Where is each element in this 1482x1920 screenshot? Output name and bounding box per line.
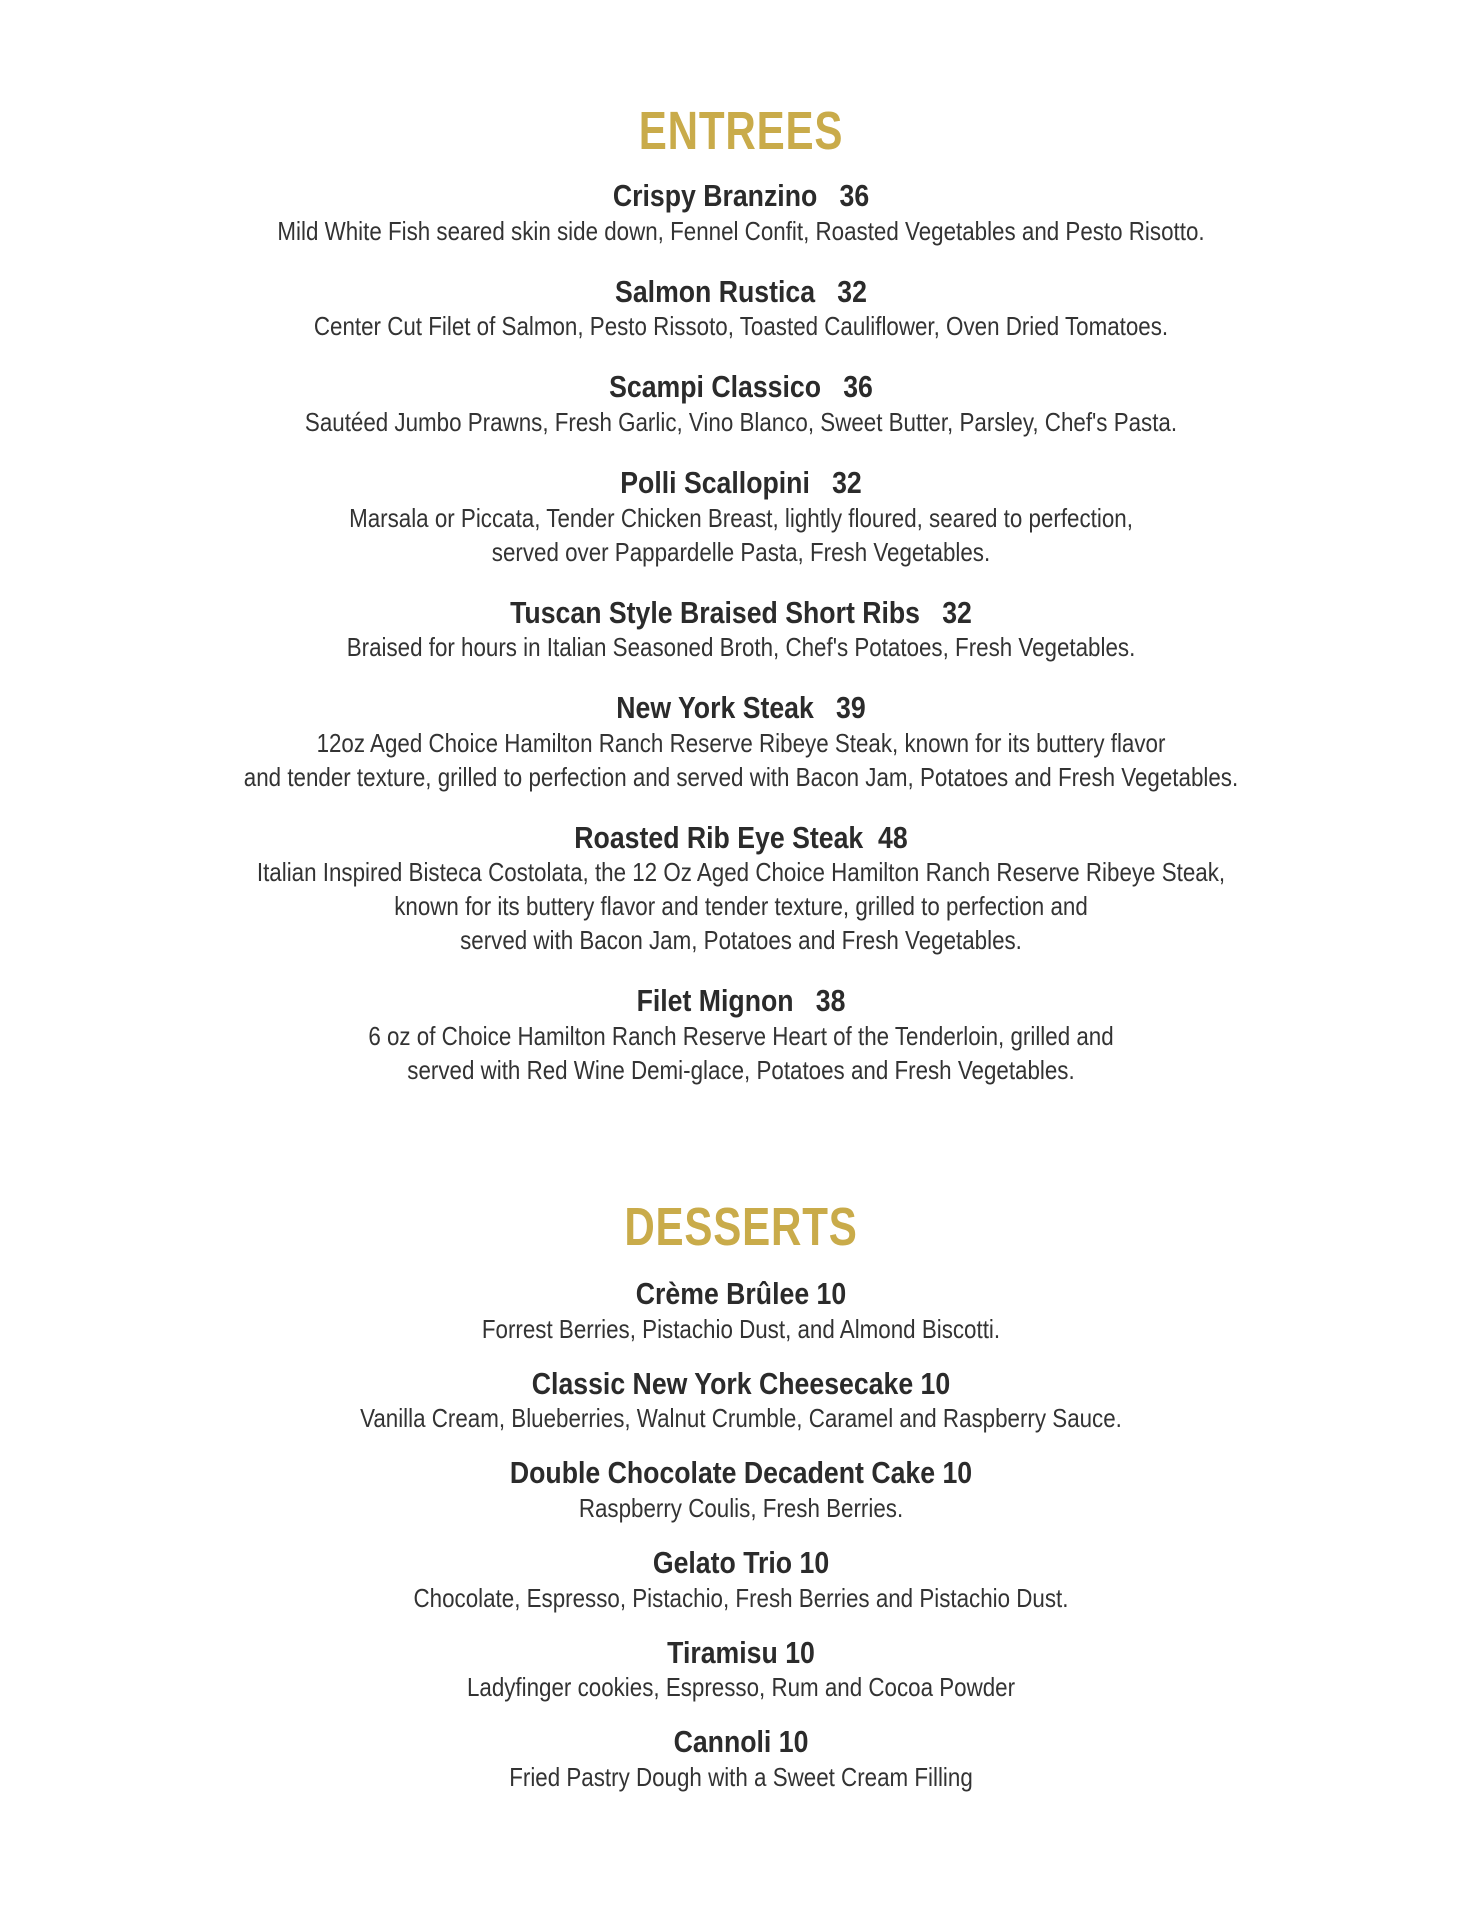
entree-item-description: [104, 1019, 1379, 1087]
entree-item-name: Crispy Branzino 36: [612, 178, 870, 213]
desserts-section-header: [0, 1197, 1482, 1257]
entree-item-description-line: served with Bacon Jam, Potatoes and Fresh Vegetables.: [460, 925, 1022, 956]
dessert-item-description-line: Vanilla Cream, Blueberries, Walnut Crumble, Caramel and Raspberry Sauce.: [360, 1403, 1122, 1434]
entree-item-description: [104, 726, 1379, 794]
entree-item-description-line: Marsala or Piccata, Tender Chicken Breast, lightly floured, seared to perfection,: [349, 502, 1133, 533]
entree-item-name: Salmon Rustica 32: [615, 273, 867, 309]
dessert-item-description-line: Chocolate, Espresso, Pistachio, Fresh Berries and Pistachio Dust.: [413, 1582, 1069, 1613]
dessert-item: [0, 1455, 1482, 1525]
entree-item-description-line: Mild White Fish seared skin side down, Fennel Confit, Roasted Vegetables and Pesto Risotto.: [277, 215, 1205, 246]
dessert-item: [0, 1724, 1482, 1794]
entree-item-description-line: 6 oz of Choice Hamilton Ranch Reserve Heart of the Tenderloin, grilled and: [368, 1021, 1114, 1052]
dessert-item-description-line: Forrest Berries, Pistachio Dust, and Almond Biscotti.: [481, 1313, 1001, 1344]
entree-item-description: [104, 214, 1379, 248]
dessert-item-description-line: Fried Pastry Dough with a Sweet Cream Filling: [509, 1761, 973, 1792]
dessert-item-name: Double Chocolate Decadent Cake 10: [509, 1455, 973, 1491]
dessert-item-description: [104, 1491, 1379, 1525]
entree-item-description: [104, 309, 1379, 343]
entree-item-description-line: Center Cut Filet of Salmon, Pesto Rissoto, Toasted Cauliflower, Oven Dried Tomatoes.: [313, 311, 1169, 342]
entree-item-name: Polli Scallopini 32: [620, 464, 862, 500]
dessert-item-name: Gelato Trio 10: [652, 1544, 830, 1580]
entree-item-description-line: Sautéed Jumbo Prawns, Fresh Garlic, Vino Blanco, Sweet Butter, Parsley, Chef's Pasta.: [304, 406, 1178, 437]
dessert-item-name: Cannoli 10: [673, 1724, 809, 1760]
entree-item: [0, 178, 1482, 248]
entree-item: [0, 465, 1482, 569]
dessert-item: [0, 1276, 1482, 1346]
entree-item-name: Roasted Rib Eye Steak 48: [574, 819, 908, 855]
dessert-item-description: [104, 1760, 1379, 1794]
entrees-section-header: [0, 101, 1482, 161]
dessert-item-description-line: Ladyfinger cookies, Espresso, Rum and Cocoa Powder: [466, 1672, 1016, 1703]
entree-item-description-line: served with Red Wine Demi-glace, Potatoes and Fresh Vegetables.: [407, 1055, 1075, 1086]
dessert-item-description: [104, 1581, 1379, 1615]
entree-item-description-line: Italian Inspired Bisteca Costolata, the 12 Oz Aged Choice Hamilton Ranch Reserve Ribeye Steak,: [256, 857, 1226, 888]
entree-item: [0, 690, 1482, 794]
dessert-item-name: Classic New York Cheesecake 10: [531, 1365, 951, 1401]
entree-item-description-line: known for its buttery flavor and tender texture, grilled to perfection and: [394, 891, 1088, 922]
entree-item: [0, 369, 1482, 439]
dessert-item-description: [104, 1401, 1379, 1435]
entree-item-description: [104, 405, 1379, 439]
entree-item-name: New York Steak 39: [616, 690, 866, 726]
entree-item-name: Scampi Classico 36: [609, 369, 873, 405]
entree-item-description-line: Braised for hours in Italian Seasoned Broth, Chef's Potatoes, Fresh Vegetables.: [346, 632, 1136, 663]
desserts-title: DESSERTS: [624, 1197, 858, 1257]
entree-item-description: [104, 630, 1379, 664]
dessert-item-name: Crème Brûlee 10: [635, 1276, 847, 1311]
entree-item-name: Filet Mignon 38: [636, 983, 846, 1019]
dessert-item-description-line: Raspberry Coulis, Fresh Berries.: [578, 1492, 904, 1523]
dessert-item: [0, 1545, 1482, 1615]
dessert-item-name: Tiramisu 10: [667, 1634, 815, 1670]
entree-item: [0, 820, 1482, 958]
entree-item-name: Tuscan Style Braised Short Ribs 32: [510, 594, 972, 630]
dessert-item: [0, 1635, 1482, 1705]
entree-item-description-line: 12oz Aged Choice Hamilton Ranch Reserve Ribeye Steak, known for its buttery flavor: [316, 727, 1166, 758]
entree-item: [0, 274, 1482, 344]
entrees-title: ENTREES: [638, 101, 844, 161]
entree-item: [0, 983, 1482, 1087]
dessert-item-description: [104, 1670, 1379, 1704]
entree-item-description: [104, 501, 1379, 569]
entree-item-description-line: and tender texture, grilled to perfection and served with Bacon Jam, Potatoes and Fresh Vegetables.: [243, 761, 1239, 792]
dessert-item-description: [104, 1312, 1379, 1346]
entree-item-description-line: served over Pappardelle Pasta, Fresh Vegetables.: [491, 536, 991, 567]
dessert-item: [0, 1366, 1482, 1436]
entree-item-description: [104, 855, 1379, 957]
entrees-list: [0, 178, 1482, 1113]
desserts-list: [0, 1276, 1482, 1814]
entree-item: [0, 595, 1482, 665]
